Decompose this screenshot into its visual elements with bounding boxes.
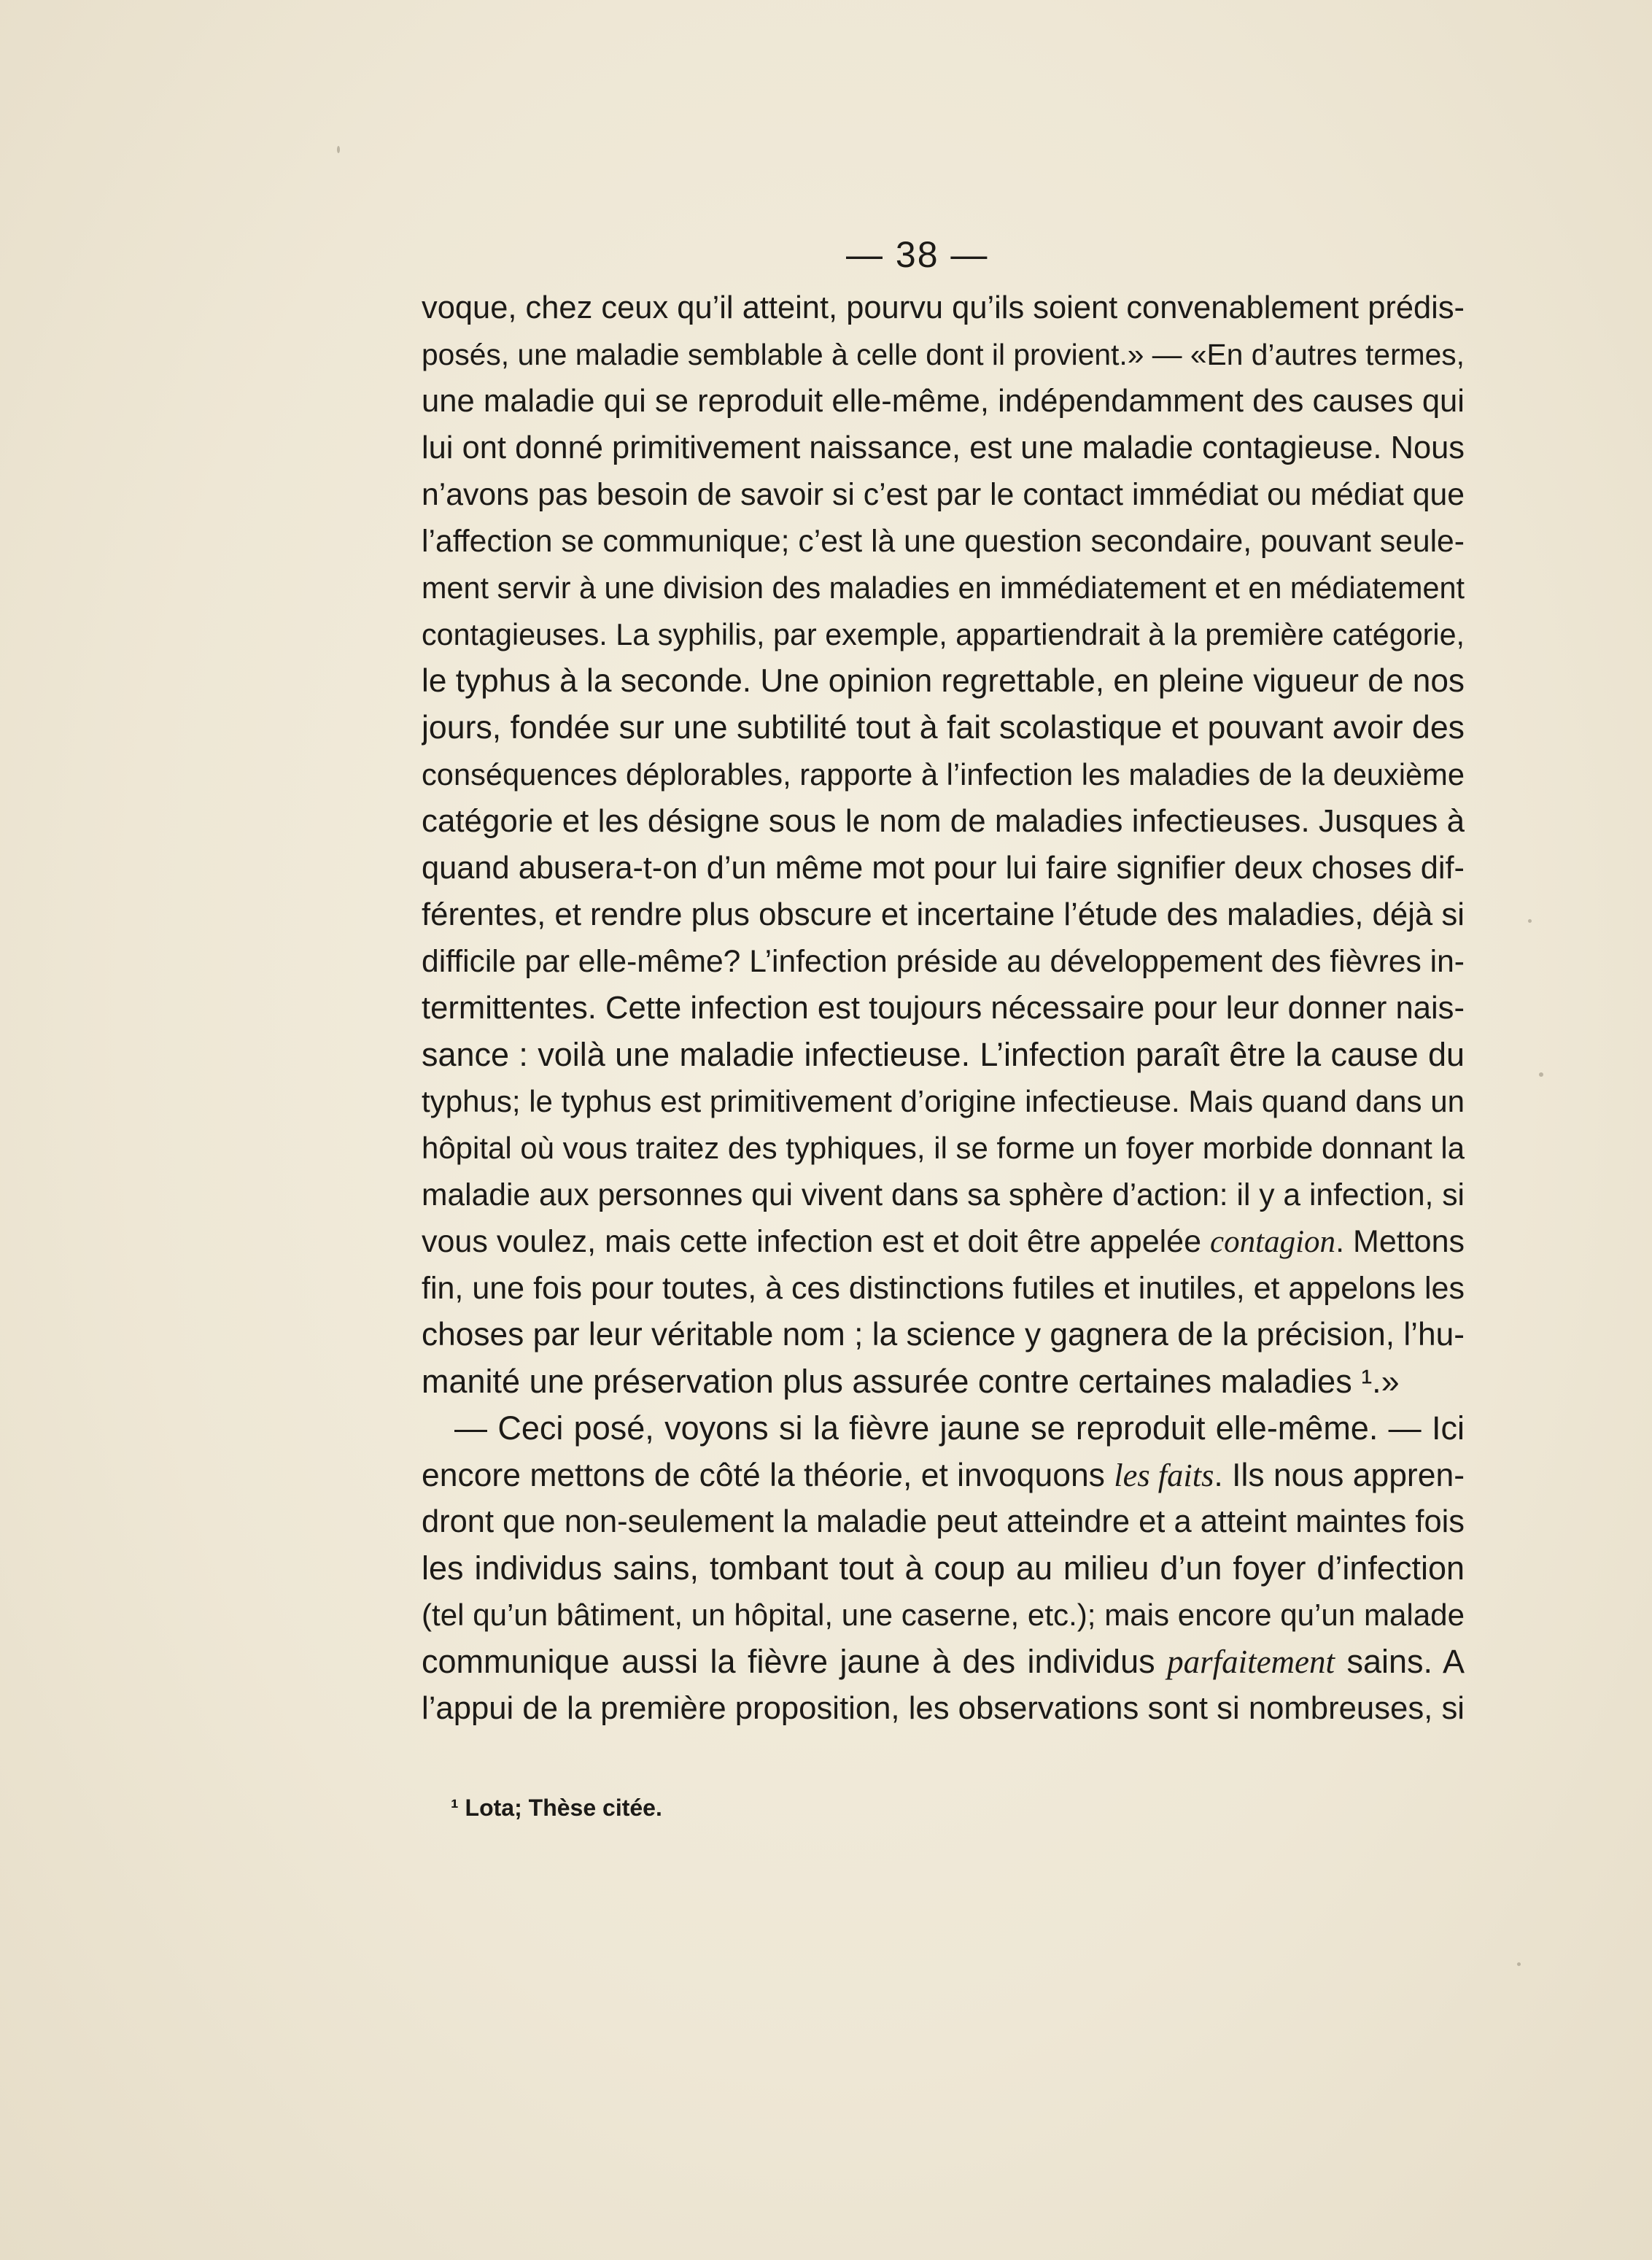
text-line: choses par leur véritable nom ; la science y gagnera de la précision, l’hu- (422, 1317, 1465, 1352)
text-line: hôpital où vous traitez des typhiques, il se forme un foyer morbide donnant la (422, 1131, 1465, 1165)
paper-speck (1539, 1072, 1543, 1077)
text-line: — Ceci posé, voyons si la fièvre jaune se reproduit elle-même. — Ici (454, 1409, 1465, 1447)
text-line (422, 1218, 1465, 1265)
text-run: communique aussi la fièvre jaune à des individus (422, 1643, 1168, 1680)
text-line: lui ont donné primitivement naissance, est une maladie contagieuse. Nous (422, 430, 1465, 465)
body-text (422, 285, 1465, 1732)
text-line: maladie aux personnes qui vivent dans sa sphère d’action: il y a infection, si (422, 1177, 1465, 1212)
text-line: manité une préservation plus assurée contre certaines maladies ¹.» (422, 1363, 1400, 1400)
text-line: quand abusera-t-on d’un même mot pour lui faire signifier deux choses dif- (422, 851, 1465, 886)
italic-term: parfaitement (1167, 1644, 1335, 1680)
paper-speck (1528, 919, 1532, 923)
text-line: férentes, et rendre plus obscure et incertaine l’étude des maladies, déjà si (422, 897, 1465, 932)
text-line: contagieuses. La syphilis, par exemple, appartiendrait à la première catégorie, (422, 618, 1465, 651)
page-number: — 38 — (846, 234, 989, 275)
text-line: une maladie qui se reproduit elle-même, indépendamment des causes qui (422, 384, 1465, 419)
text-run: encore mettons de côté la théorie, et invoquons (422, 1458, 1114, 1493)
text-line: catégorie et les désigne sous le nom de maladies infectieuses. Jusques à (422, 803, 1465, 839)
text-line: difficile par elle-même? L’infection préside au développement des fièvres in- (422, 944, 1465, 979)
text-line (422, 1452, 1465, 1498)
text-run: vous voulez, mais cette infection est et doit être appelée (422, 1224, 1211, 1259)
text-line: typhus; le typhus est primitivement d’origine infectieuse. Mais quand dans un (422, 1084, 1465, 1118)
text-run: . Ils nous appren- (1214, 1458, 1465, 1493)
text-line: ment servir à une division des maladies en immédiatement et en médiatement (422, 571, 1465, 605)
text-line: posés, une maladie semblable à celle dont il provient.» — «En d’autres termes, (422, 338, 1465, 371)
text-line: sance : voilà une maladie infectieuse. L’infection paraît être la cause du (422, 1036, 1465, 1073)
text-line: l’affection se communique; c’est là une question secondaire, pouvant seule- (422, 524, 1465, 559)
footnote: ¹ Lota; Thèse citée. (451, 1795, 662, 1821)
text-line: voque, chez ceux qu’il atteint, pourvu qu’ils soient convenablement prédis- (422, 290, 1465, 325)
paper-speck (1517, 1962, 1521, 1966)
text-line: dront que non-seulement la maladie peut atteindre et a atteint maintes fois (422, 1504, 1465, 1539)
text-line: termittentes. Cette infection est toujours nécessaire pour leur donner nais- (422, 991, 1465, 1026)
text-line: l’appui de la première proposition, les observations sont si nombreuses, si (422, 1690, 1465, 1726)
text-line: le typhus à la seconde. Une opinion regrettable, en pleine vigueur de nos (422, 663, 1465, 699)
text-line (422, 1638, 1465, 1685)
text-line: fin, une fois pour toutes, à ces distinctions futiles et inutiles, et appelons les (422, 1271, 1465, 1306)
italic-term: les faits (1114, 1457, 1214, 1493)
paper-speck (337, 146, 340, 153)
text-line: conséquences déplorables, rapporte à l’infection les maladies de la deuxième (422, 757, 1465, 792)
text-line: (tel qu’un bâtiment, un hôpital, une caserne, etc.); mais encore qu’un malade (422, 1598, 1465, 1632)
text-line: jours, fondée sur une subtilité tout à fait scolastique et pouvant avoir des (422, 710, 1465, 746)
text-run: sains. A (1335, 1643, 1465, 1680)
italic-term: contagion (1210, 1225, 1336, 1259)
text-run: . Mettons (1335, 1224, 1465, 1259)
text-line: n’avons pas besoin de savoir si c’est par le contact immédiat ou médiat que (422, 477, 1465, 512)
text-line: les individus sains, tombant tout à coup au milieu d’un foyer d’infection (422, 1549, 1465, 1587)
